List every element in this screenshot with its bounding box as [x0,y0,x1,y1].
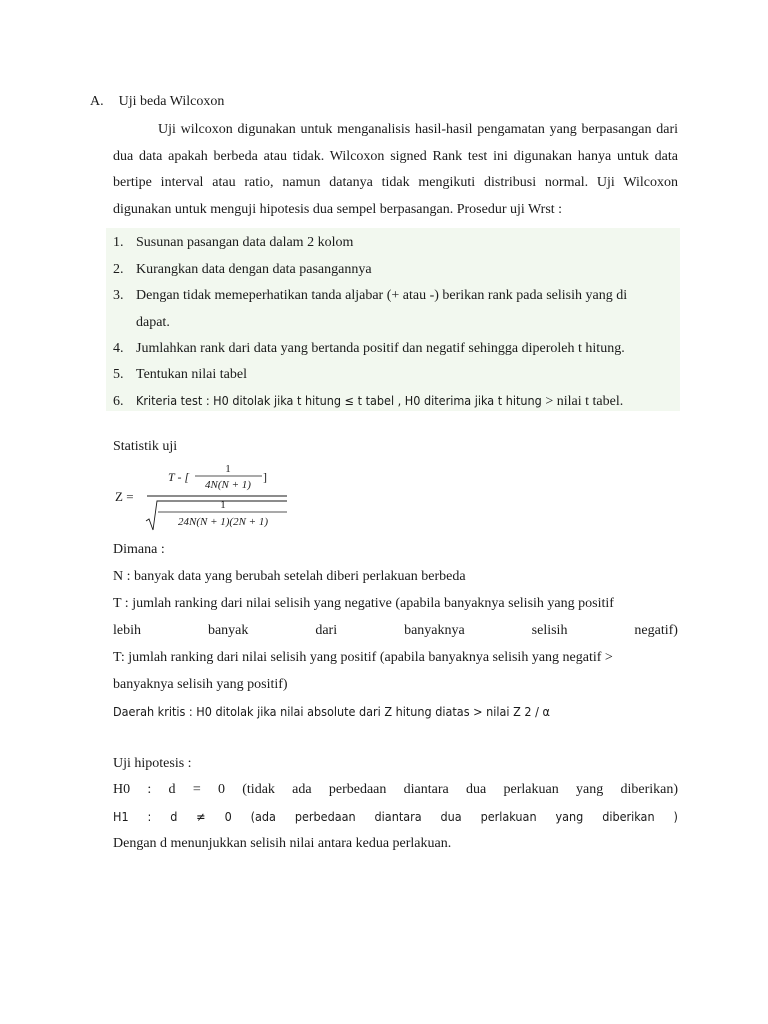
section-heading [90,93,224,111]
word: ada [292,782,312,797]
word: ≠ [196,809,206,824]
word: d [168,782,176,797]
intro-paragraph: Uji wilcoxon digunakan untuk menganalisis hasil-hasil pengamatan yang berpasangan dari dua data apakah berbeda atau tidak. Wilcoxon signed Rank test ini digunakan hanya untuk data bertipe interval atau ratio, namun datanya tidak mengikuti distribusi normal. Uji Wilcoxon digunakan untuk menguji hipotesis dua sempel berpasangan. Prosedur uji Wrst : [113,122,678,218]
list-item-number: 2. [113,262,124,277]
z-formula [112,461,302,533]
frac1-denominator: 4N(N + 1) [205,479,251,491]
word: diberikan) [620,782,678,797]
definition-text: T: jumlah ranking dari nilai selisih yang positif (apabila banyaknya selisih yang negatif > [113,650,613,665]
list-item [113,366,247,384]
list-item-continuation: dapat. [136,315,170,330]
word: yang [555,809,584,824]
word: diberikan [602,809,655,824]
list-item-number: 4. [113,341,124,356]
word: lebih [113,623,141,638]
frac2-denominator: 24N(N + 1)(2N + 1) [177,516,269,528]
hypothesis-label: Uji hipotesis : [113,756,192,771]
list-item-text: Tentukan nilai tabel [136,367,247,382]
word: perlakuan [480,809,537,824]
stat-label: Statistik uji [113,439,178,454]
word: : [147,809,152,824]
list-item [113,261,372,279]
formula-t: T - [ [168,470,190,484]
frac1-numerator: 1 [225,463,231,475]
critical-region: Daerah kritis : H0 ditolak jika nilai absolute dari Z hitung diatas > nilai Z 2 / α [113,704,550,719]
h0-line [113,781,678,799]
section-title: Uji beda Wilcoxon [118,94,225,109]
formula-lhs: Z = [115,489,134,504]
list-item-number: 6. [113,394,124,409]
word: dua [440,809,462,824]
word: yang [575,782,604,797]
h1-line [113,808,678,826]
list-item-text: Kurangkan data dengan data pasangannya [136,262,372,277]
word: dua [466,782,487,797]
word: perbedaan [328,782,387,797]
list-item-text: Dengan tidak memeperhatikan tanda aljabar (+ atau -) berikan rank pada selisih yang di [136,288,628,303]
list-item [113,392,623,411]
word: : [147,782,152,797]
word: banyak [207,623,249,638]
word: diantara [403,782,449,797]
hypothesis-note: Dengan d menunjukkan selisih nilai antara kedua perlakuan. [113,836,452,851]
word: = [192,782,201,797]
word: (tidak [242,782,275,797]
word: 0 [217,782,225,797]
list-item-text: Susunan pasangan data dalam 2 kolom [136,235,354,250]
list-item-number: 5. [113,367,124,382]
list-item [113,234,353,252]
word: 0 [224,809,232,824]
t-positive-definition-line2: banyaknya selisih yang positif) [113,677,288,692]
word: H0 [113,782,131,797]
frac2-numerator: 1 [220,499,226,511]
definition-text: T : jumlah ranking dari nilai selisih yang negative (apabila banyaknya selisih yang positif [113,596,614,611]
where-label: Dimana : [113,542,165,557]
section-letter: A. [90,94,104,109]
word: negatif) [634,623,678,638]
list-item-text: Kriteria test : H0 ditolak jika t hitung ≤ t tabel , H0 diterima jika t hitung [136,393,546,408]
word: diantara [374,809,422,824]
list-item-number: 1. [113,235,124,250]
word: perlakuan [503,782,559,797]
list-item-number: 3. [113,288,124,303]
word: H1 [113,809,129,824]
n-definition: N : banyak data yang berubah setelah diberi perlakuan berbeda [113,569,466,584]
word: perbedaan [294,809,356,824]
t-negative-definition-line2 [113,622,678,640]
list-item-text-end: > nilai t tabel. [545,394,624,409]
word: banyaknya [404,623,465,638]
list-item [113,287,627,305]
word: selisih [531,623,568,638]
t-negative-definition [113,595,678,613]
list-item-text: Jumlahkan rank dari data yang bertanda positif dan negatif sehingga diperoleh t hitung. [136,341,625,356]
formula-bracket-close: ] [263,470,267,484]
word: (ada [250,809,276,824]
word: ) [673,809,678,824]
t-positive-definition [113,649,678,667]
word: dari [315,623,338,638]
word: d [170,809,178,824]
list-item [113,340,625,358]
